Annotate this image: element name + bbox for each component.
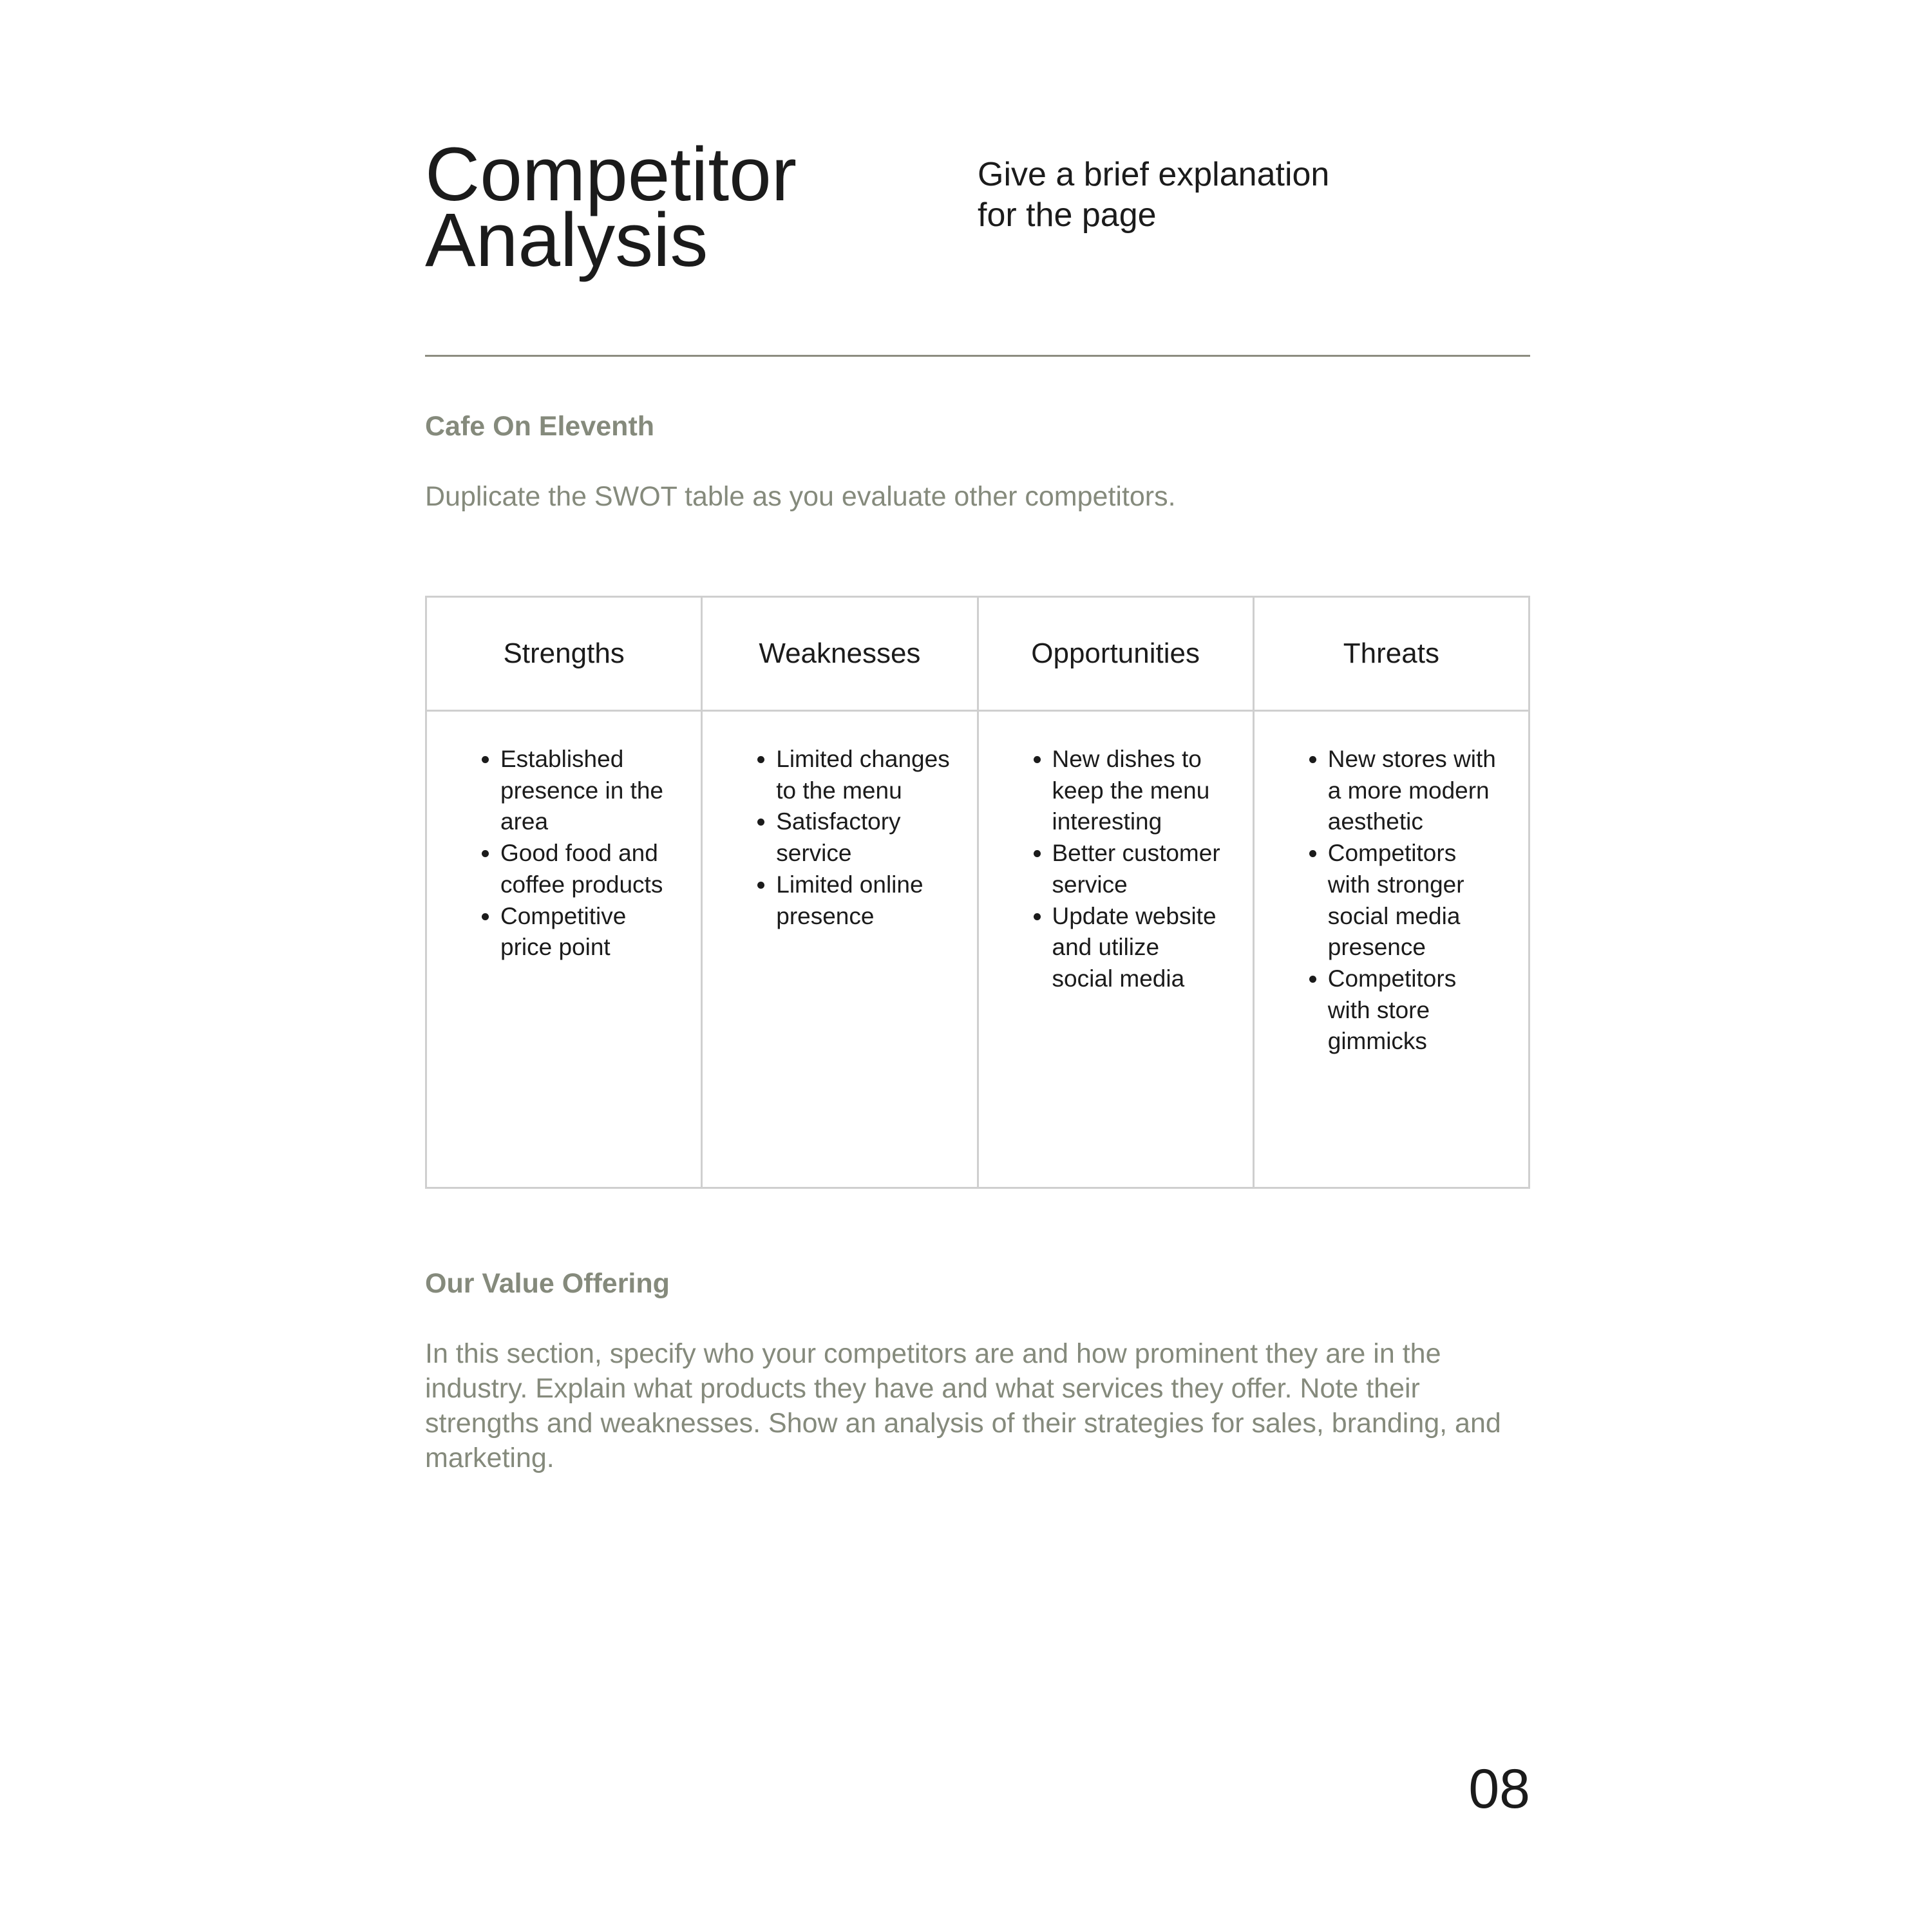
swot-header-strengths: Strengths [426,597,702,711]
swot-cell-threats [1253,711,1529,1188]
swot-header-threats: Threats [1253,597,1529,711]
list-item: • Satisfactory service [776,806,951,869]
page-number: 08 [1468,1758,1530,1820]
list-item: • Established presence in the area [500,744,675,838]
page-title-line-2: Analysis [425,198,708,283]
swot-header-opportunities: Opportunities [978,597,1253,711]
swot-header-row [426,597,1530,711]
list-item: • Competitive price point [500,901,675,963]
list-item: • Competitors with store gimmicks [1328,963,1502,1057]
header-divider [425,355,1530,357]
swot-cell-strengths [426,711,702,1188]
page-intro-line-1: Give a brief explanation [978,156,1330,193]
threats-list [1255,712,1528,1057]
competitor-heading: Cafe On Eleventh [425,411,655,442]
page-title-line-1: Competitor [425,132,797,217]
strengths-list [427,712,701,963]
weaknesses-list [703,712,976,932]
value-offering-heading: Our Value Offering [425,1268,670,1299]
list-item: • New stores with a more modern aesthetic [1328,744,1502,838]
list-item: • Update website and utilize social media [1052,901,1227,995]
value-offering-text: In this section, specify who your competitors are and how prominent they are in the industry. Explain what products they have and what services they offer. Note their strengths and weaknesses. Show an analysis of their strategies for sales, branding, and marketing. [425,1338,1501,1473]
page-intro-line-2: for the page [978,196,1157,234]
swot-header-weaknesses: Weaknesses [702,597,978,711]
list-item: • Limited online presence [776,869,951,932]
list-item: • Good food and coffee products [500,838,675,900]
list-item: • New dishes to keep the menu interesting [1052,744,1227,838]
swot-cell-weaknesses [702,711,978,1188]
competitor-note: Duplicate the SWOT table as you evaluate other competitors. [425,481,1176,512]
page-intro [978,155,1416,236]
list-item: • Limited changes to the menu [776,744,951,806]
opportunities-list [979,712,1253,995]
swot-table [425,596,1530,1189]
list-item: • Better customer service [1052,838,1227,900]
swot-cell-opportunities [978,711,1253,1188]
swot-content-row [426,711,1530,1188]
page-title [425,132,914,283]
list-item: • Competitors with stronger social media presence [1328,838,1502,963]
